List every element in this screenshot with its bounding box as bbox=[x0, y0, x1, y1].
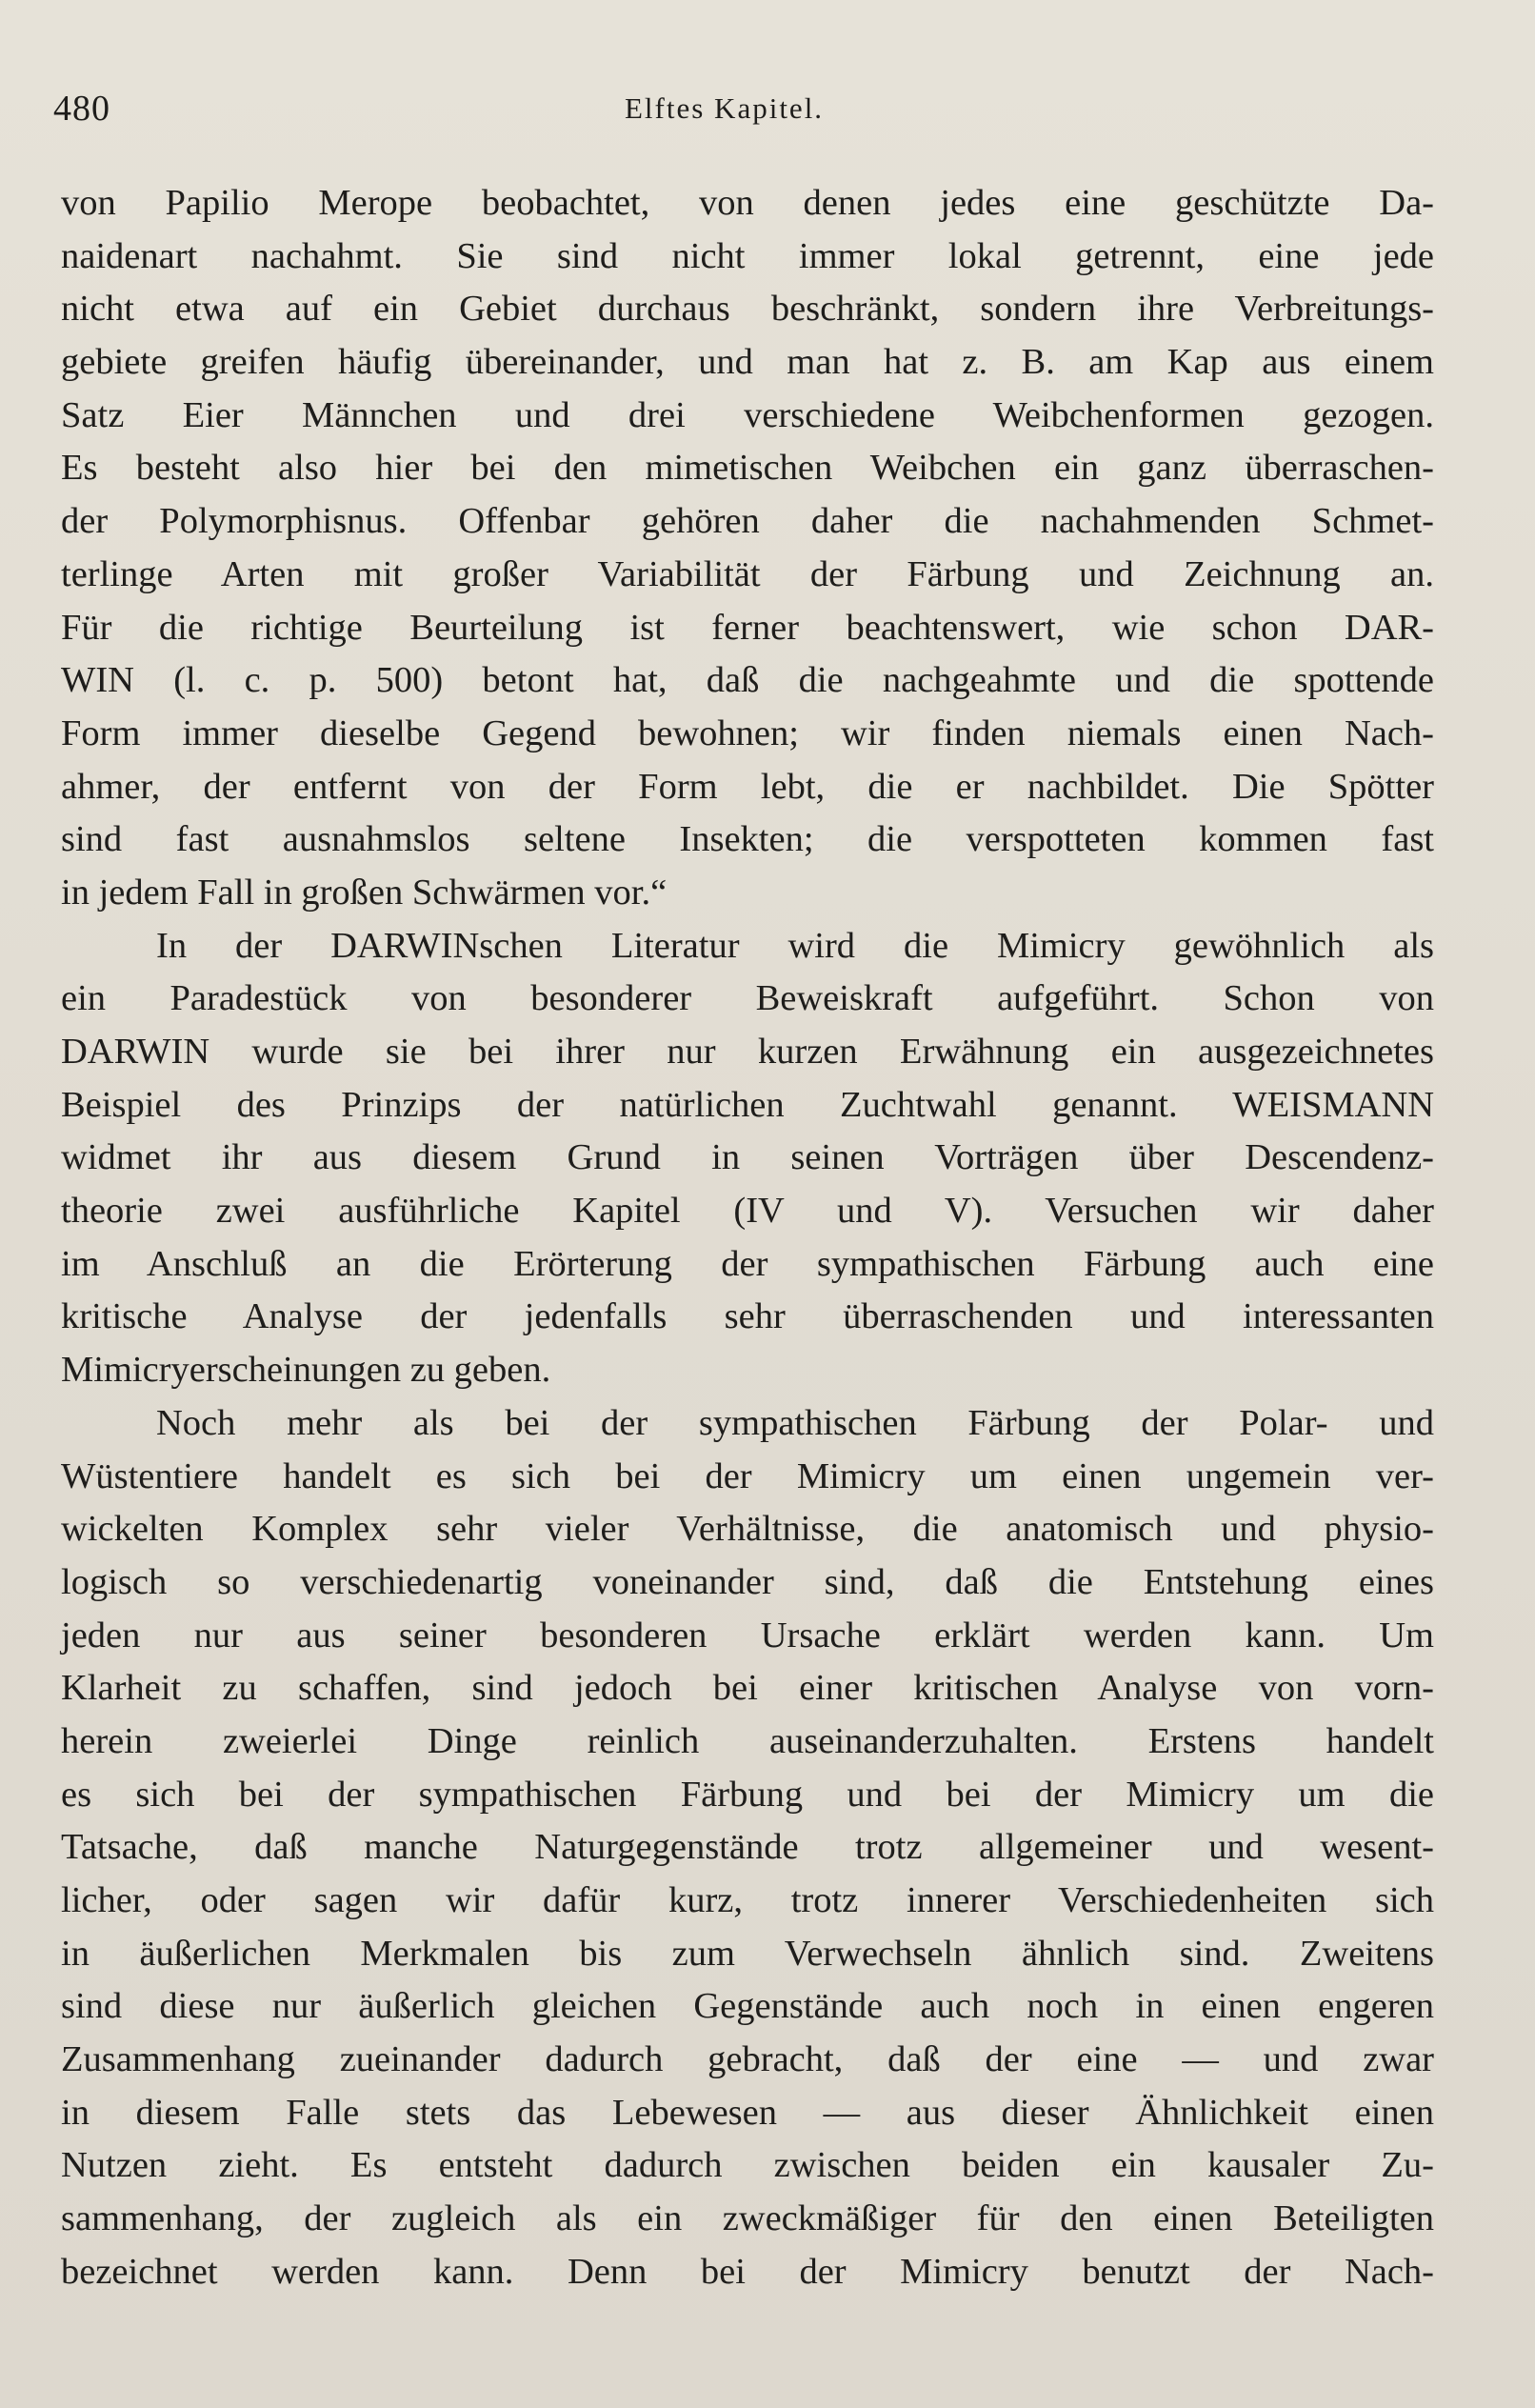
text-line: in diesem Falle stets das Lebewesen — aus dieser Ähnlichkeit einen bbox=[61, 2092, 1434, 2133]
text-line: jeden nur aus seiner besonderen Ursache erklärt werden kann. Um bbox=[61, 1615, 1434, 1656]
text-line: herein zweierlei Dinge reinlich auseinanderzuhalten. Erstens handelt bbox=[61, 1720, 1434, 1761]
text-line: Tatsache, daß manche Naturgegenstände trotz allgemeiner und wesent- bbox=[61, 1827, 1434, 1868]
text-line: Mimicryerscheinungen zu geben. bbox=[61, 1350, 551, 1391]
text-line: Nutzen zieht. Es entsteht dadurch zwischen beiden ein kausaler Zu- bbox=[61, 2145, 1434, 2186]
text-line: kritische Analyse der jedenfalls sehr überraschenden und interessanten bbox=[61, 1296, 1434, 1337]
text-line: WIN (l. c. p. 500) betont hat, daß die nachgeahmte und die spottende bbox=[61, 660, 1434, 701]
text-line: naidenart nachahmt. Sie sind nicht immer lokal getrennt, eine jede bbox=[61, 235, 1434, 276]
text-line: Klarheit zu schaffen, sind jedoch bei einer kritischen Analyse von vorn- bbox=[61, 1668, 1434, 1709]
text-line: sind fast ausnahmslos seltene Insekten; die verspotteten kommen fast bbox=[61, 819, 1434, 860]
text-line: sind diese nur äußerlich gleichen Gegenstände auch noch in einen engeren bbox=[61, 1986, 1434, 2027]
text-line: In der DARWINschen Literatur wird die Mimicry gewöhnlich als bbox=[156, 925, 1434, 966]
page-number: 480 bbox=[53, 89, 110, 129]
text-line: von Papilio Merope beobachtet, von denen jedes eine geschützte Da- bbox=[61, 183, 1434, 223]
text-line: in äußerlichen Merkmalen bis zum Verwechseln ähnlich sind. Zweitens bbox=[61, 1933, 1434, 1974]
text-line: wickelten Komplex sehr vieler Verhältnisse, die anatomisch und physio- bbox=[61, 1509, 1434, 1550]
text-line: DARWIN wurde sie bei ihrer nur kurzen Erwähnung ein ausgezeichnetes bbox=[61, 1032, 1434, 1072]
text-line: terlinge Arten mit großer Variabilität der Färbung und Zeichnung an. bbox=[61, 553, 1434, 594]
text-line: sammenhang, der zugleich als ein zweckmäßiger für den einen Beteiligten bbox=[61, 2198, 1434, 2239]
text-line: ahmer, der entfernt von der Form lebt, die er nachbildet. Die Spötter bbox=[61, 766, 1434, 807]
text-line: widmet ihr aus diesem Grund in seinen Vorträgen über Descendenz- bbox=[61, 1137, 1434, 1178]
text-line: Noch mehr als bei der sympathischen Färbung der Polar- und bbox=[156, 1402, 1434, 1443]
text-line: Zusammenhang zueinander dadurch gebracht, daß der eine — und zwar bbox=[61, 2039, 1434, 2080]
text-line: bezeichnet werden kann. Denn bei der Mimicry benutzt der Nach- bbox=[61, 2251, 1434, 2292]
text-line: Für die richtige Beurteilung ist ferner beachtenswert, wie schon DAR- bbox=[61, 607, 1434, 648]
text-line: Beispiel des Prinzips der natürlichen Zuchtwahl genannt. WEISMANN bbox=[61, 1084, 1434, 1125]
text-line: gebiete greifen häufig übereinander, und man hat z. B. am Kap aus einem bbox=[61, 342, 1434, 383]
text-line: Wüstentiere handelt es sich bei der Mimicry um einen ungemein ver- bbox=[61, 1455, 1434, 1496]
running-head: Elftes Kapitel. bbox=[625, 91, 825, 125]
text-line: der Polymorphisnus. Offenbar gehören daher die nachahmenden Schmet- bbox=[61, 501, 1434, 542]
text-line: logisch so verschiedenartig voneinander sind, daß die Entstehung eines bbox=[61, 1561, 1434, 1602]
text-line: licher, oder sagen wir dafür kurz, trotz innerer Verschiedenheiten sich bbox=[61, 1880, 1434, 1920]
text-line: Es besteht also hier bei den mimetischen Weibchen ein ganz überraschen- bbox=[61, 448, 1434, 489]
text-line: theorie zwei ausführliche Kapitel (IV und V). Versuchen wir daher bbox=[61, 1191, 1434, 1232]
text-line: Form immer dieselbe Gegend bewohnen; wir finden niemals einen Nach- bbox=[61, 712, 1434, 753]
text-line: ein Paradestück von besonderer Beweiskraft aufgeführt. Schon von bbox=[61, 978, 1434, 1019]
text-line: es sich bei der sympathischen Färbung und bei der Mimicry um die bbox=[61, 1774, 1434, 1815]
page-header bbox=[53, 88, 1440, 133]
text-line: nicht etwa auf ein Gebiet durchaus beschränkt, sondern ihre Verbreitungs- bbox=[61, 289, 1434, 330]
text-line: Satz Eier Männchen und drei verschiedene Weibchenformen gezogen. bbox=[61, 394, 1434, 435]
text-line: in jedem Fall in großen Schwärmen vor.“ bbox=[61, 872, 668, 913]
text-line: im Anschluß an die Erörterung der sympathischen Färbung auch eine bbox=[61, 1243, 1434, 1284]
body-text bbox=[61, 177, 1434, 2299]
